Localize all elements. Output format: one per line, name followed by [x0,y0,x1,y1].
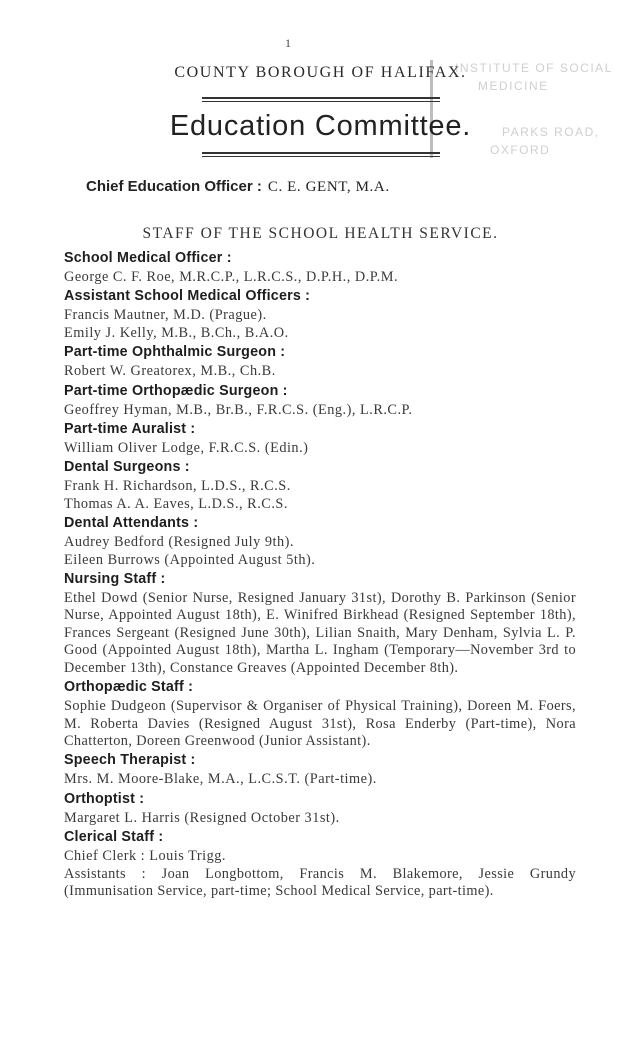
section-auralist [64,419,576,457]
section-title: Assistant School Medical Officers : [64,288,311,305]
section-title: Orthoptist : [64,790,145,807]
section-title: Nursing Staff : [64,571,166,588]
section-orthopaedic-surgeon [64,381,576,419]
chief-education-officer [86,178,390,196]
staff-entry: Geoffrey Hyman, M.B., Br.B., F.R.C.S. (Eng.), L.R.C.P. [64,401,413,418]
staff-entry: Margaret L. Harris (Resigned October 31st). [64,809,340,826]
committee-title: Education Committee. [169,110,472,142]
section-speech-therapist [64,750,576,788]
section-dental-attendants [64,513,576,569]
section-orthoptist [64,789,576,827]
staff-entry: Chief Clerk : Louis Trigg. [64,848,226,865]
section-title: Speech Therapist : [64,752,196,769]
staff-paragraph: Ethel Dowd (Senior Nurse, Resigned January 31st), Dorothy B. Parkinson (Senior Nurse, Appointed August 18th), E. Winifred Birkhead (Resigned September 18th), Frances Sergeant (Resigned June 30th), Lilian Snaith, Mary Denham, Sylvia L. P. Good (Appointed August 18th), Martha L. Ingham (Temporary—November 3rd to December 13th), Constance Greaves (Appointed December 8th). [64,590,576,676]
top-double-rule-lower [202,101,440,102]
section-title: Part-time Orthopædic Surgeon : [64,382,288,399]
top-double-rule-upper [202,97,440,99]
stamp-line-1: INSTITUTE OF SOCIAL [455,61,613,75]
section-orthopaedic-staff [64,677,576,750]
stamp-line-3: PARKS ROAD, [502,125,600,139]
staff-entry: Francis Mautner, M.D. (Prague). [64,307,267,324]
staff-entry: Robert W. Greatorex, M.B., Ch.B. [64,363,276,380]
staff-entry: Audrey Bedford (Resigned July 9th). [64,534,294,551]
ceo-name: C. E. GENT, M.A. [267,179,390,195]
bottom-double-rule-lower [202,156,440,157]
staff-heading: STAFF OF THE SCHOOL HEALTH SERVICE. [142,225,499,242]
staff-entry: Mrs. M. Moore-Blake, M.A., L.C.S.T. (Part-time). [64,771,377,788]
staff-paragraph: Sophie Dudgeon (Supervisor & Organiser of Physical Training), Doreen M. Foers, M. Roberta Davies (Resigned August 31st), Rosa Enderby (Part-time), Nora Chatterton, Doreen Greenwood (Junior Assistant). [64,698,576,749]
section-title: School Medical Officer : [64,250,232,266]
stamp-line-2: MEDICINE [478,79,549,93]
section-clerical-staff [64,827,576,900]
staff-list [64,248,576,900]
page-number: 1 [285,36,291,50]
section-title: Clerical Staff : [64,829,164,846]
authority-title: COUNTY BOROUGH OF HALIFAX. [174,64,467,81]
stamp-line-4: OXFORD [490,143,551,157]
staff-entry: Thomas A. A. Eaves, L.D.S., R.C.S. [64,495,288,512]
section-title: Orthopædic Staff : [64,679,194,696]
staff-paragraph: Assistants : Joan Longbottom, Francis M. Blakemore, Jessie Grundy (Immunisation Service, part-time; School Medical Service, part-time). [64,865,576,899]
staff-entry: Eileen Burrows (Appointed August 5th). [64,551,316,568]
bottom-double-rule-upper [202,152,440,154]
section-title: Dental Attendants : [64,515,199,532]
section-ophthalmic-surgeon [64,342,576,380]
staff-entry: Frank H. Richardson, L.D.S., R.C.S. [64,478,291,495]
section-nursing-staff [64,569,576,677]
section-dental-surgeons [64,457,576,513]
ceo-label: Chief Education Officer : [86,178,262,195]
section-title: Part-time Ophthalmic Surgeon : [64,344,286,361]
section-school-medical-officer [64,248,576,286]
section-assistant-school-medical-officers [64,286,576,342]
staff-entry: George C. F. Roe, M.R.C.P., L.R.C.S., D.P.H., D.P.M. [64,269,399,285]
section-title: Dental Surgeons : [64,459,190,476]
staff-entry: William Oliver Lodge, F.R.C.S. (Edin.) [64,440,309,457]
section-title: Part-time Auralist : [64,421,196,438]
staff-entry: Emily J. Kelly, M.B., B.Ch., B.A.O. [64,324,289,341]
